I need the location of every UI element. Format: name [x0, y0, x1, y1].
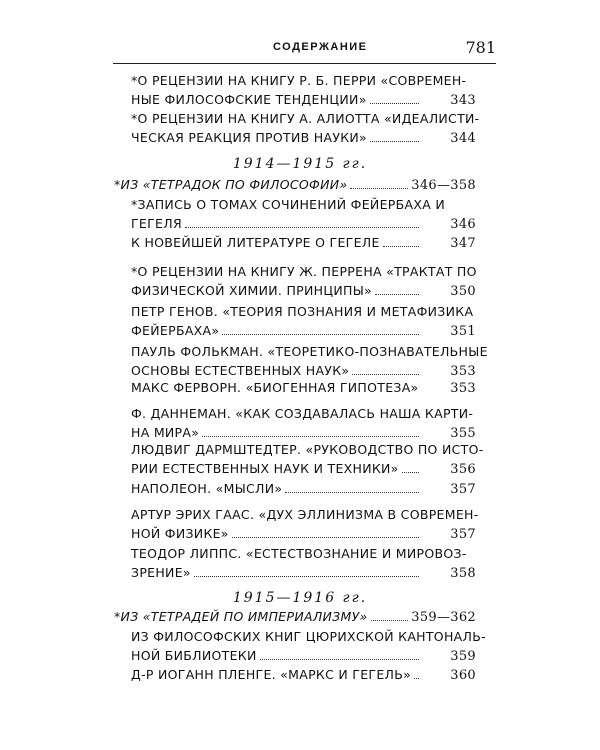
entry-page: 358 — [450, 566, 476, 581]
page-number: 781 — [465, 38, 496, 57]
dot-leader — [352, 373, 419, 375]
entry-line-last — [131, 90, 476, 110]
entry-page: 343 — [450, 93, 476, 108]
entry-page: 360 — [450, 668, 476, 683]
toc-entry — [131, 479, 476, 499]
entry-line: Ф. ДАННЕМАН. «КАК СОЗДАВАЛАСЬ НАША КАРТИ- — [131, 406, 474, 421]
entry-page: 351 — [450, 324, 476, 339]
entry-text: МАКС ФЕРВОРН. «БИОГЕННАЯ ГИПОТЕЗА» — [131, 380, 419, 395]
toc-entry — [131, 71, 476, 110]
toc-entry — [131, 665, 476, 685]
toc-entry — [131, 440, 484, 479]
dot-leader — [375, 293, 419, 295]
dot-leader — [414, 677, 419, 679]
entry-line-last — [131, 459, 476, 479]
toc-entry — [131, 302, 476, 341]
toc-entry — [131, 378, 476, 398]
toc-entry — [131, 342, 488, 381]
entry-page: 355 — [450, 426, 476, 441]
entry-line: *О РЕЦЕНЗИИ НА КНИГУ Р. Б. ПЕРРИ «СОВРЕМЕН- — [131, 73, 467, 88]
toc-entry — [131, 262, 476, 301]
entry-line: ПЕТР ГЕНОВ. «ТЕОРИЯ ПОЗНАНИЯ И МЕТАФИЗИКА — [131, 304, 474, 319]
dot-leader — [402, 471, 419, 473]
entry-page: 357 — [450, 527, 476, 542]
entry-line: ПАУЛЬ ФОЛЬКМАН. «ТЕОРЕТИКО-ПОЗНАВАТЕЛЬНЫЕ — [131, 344, 488, 359]
entry-line-last — [131, 281, 476, 301]
entry-text: ЧЕСКАЯ РЕАКЦИЯ ПРОТИВ НАУКИ» — [131, 130, 368, 145]
entry-line: АРТУР ЭРИХ ГААС. «ДУХ ЭЛЛИНИЗМА В СОВРЕМЕН- — [131, 507, 479, 522]
dot-leader — [194, 575, 419, 577]
toc-entry — [131, 544, 476, 583]
entry-page: 359—362 — [411, 610, 476, 625]
entry-line-last — [131, 378, 476, 398]
entry-page: 347 — [450, 236, 476, 251]
entry-text: РИИ ЕСТЕСТВЕННЫХ НАУК И ТЕХНИКИ» — [131, 461, 399, 476]
entry-page: 357 — [450, 482, 476, 497]
entry-text: *ИЗ «ТЕТРАДЕЙ ПО ИМПЕРИАЛИЗМУ» — [114, 609, 368, 624]
entry-page: 356 — [450, 462, 476, 477]
entry-text: НЫЕ ФИЛОСОФСКИЕ ТЕНДЕНЦИИ» — [131, 92, 367, 107]
header-rule — [113, 63, 496, 64]
toc-entry — [131, 627, 486, 666]
dot-leader — [370, 102, 419, 104]
dot-leader — [285, 491, 419, 493]
dot-leader — [185, 226, 419, 228]
entry-line-last — [131, 646, 476, 666]
dot-leader — [202, 435, 419, 437]
toc-entry — [131, 404, 476, 443]
entry-line-last — [131, 479, 476, 499]
section-heading: 1915—1916 гг. — [232, 590, 368, 606]
entry-line: *О РЕЦЕНЗИИ НА КНИГУ Ж. ПЕРРЕНА «ТРАКТАТ ПО — [131, 264, 477, 279]
dot-leader — [383, 245, 419, 247]
entry-line: ТЕОДОР ЛИППС. «ЕСТЕСТВОЗНАНИЕ И МИРОВОЗ- — [131, 546, 467, 561]
toc-entry — [131, 109, 480, 148]
entry-text: ГЕГЕЛЯ — [131, 216, 182, 231]
toc-main-entry — [114, 175, 476, 195]
entry-text: НАПОЛЕОН. «МЫСЛИ» — [131, 481, 283, 496]
entry-line-last — [131, 214, 476, 234]
dot-leader — [370, 140, 419, 142]
entry-text: НОЙ ФИЗИКЕ» — [131, 526, 229, 541]
section-heading: 1914—1915 гг. — [232, 156, 368, 172]
entry-text: Д-Р ИОГАНН ПЛЕНГЕ. «МАРКС И ГЕГЕЛЬ» — [131, 667, 412, 682]
entry-line-last — [131, 665, 476, 685]
entry-line-last — [114, 607, 476, 627]
entry-text: ОСНОВЫ ЕСТЕСТВЕННЫХ НАУК» — [131, 363, 350, 378]
dot-leader — [371, 619, 409, 621]
entry-text: ЗРЕНИЕ» — [131, 565, 191, 580]
entry-page: 353 — [450, 381, 476, 396]
entry-page: 346 — [450, 217, 476, 232]
entry-line-last — [131, 128, 476, 148]
entry-text: ФЕЙЕРБАХА» — [131, 323, 220, 338]
entry-line-last — [131, 321, 476, 341]
entry-page: 353 — [450, 364, 476, 379]
entry-page: 346—358 — [411, 178, 476, 193]
entry-line-last — [131, 233, 476, 253]
entry-line: ЛЮДВИГ ДАРМШТЕДТЕР. «РУКОВОДСТВО ПО ИСТО- — [131, 442, 484, 457]
entry-page: 350 — [450, 284, 476, 299]
entry-text: К НОВЕЙШЕЙ ЛИТЕРАТУРЕ О ГЕГЕЛЕ — [131, 235, 380, 250]
running-head: СОДЕРЖАНИЕ — [273, 41, 368, 53]
entry-text: ФИЗИЧЕСКОЙ ХИМИИ. ПРИНЦИПЫ» — [131, 283, 372, 298]
entry-line: *ЗАПИСЬ О ТОМАХ СОЧИНЕНИЙ ФЕЙЕРБАХА И — [131, 197, 445, 212]
toc-main-entry — [114, 607, 476, 627]
entry-text: НА МИРА» — [131, 425, 200, 440]
entry-line: ИЗ ФИЛОСОФСКИХ КНИГ ЦЮРИХСКОЙ КАНТОНАЛЬ- — [131, 629, 486, 644]
toc-entry — [131, 233, 476, 253]
dot-leader — [222, 333, 419, 335]
entry-line: *О РЕЦЕНЗИИ НА КНИГУ А. АЛИОТТА «ИДЕАЛИСТИ- — [131, 111, 480, 126]
entry-page: 359 — [450, 649, 476, 664]
dot-leader — [260, 658, 419, 660]
dot-leader — [350, 187, 408, 189]
entry-text: НОЙ БИБЛИОТЕКИ — [131, 648, 257, 663]
page-header — [113, 38, 496, 62]
entry-line-last — [131, 563, 476, 583]
dot-leader — [232, 536, 419, 538]
entry-line-last — [131, 524, 476, 544]
entry-line-last — [114, 175, 476, 195]
entry-page: 344 — [450, 131, 476, 146]
entry-text: *ИЗ «ТЕТРАДОК ПО ФИЛОСОФИИ» — [114, 177, 348, 192]
toc-entry — [131, 195, 476, 234]
toc-entry — [131, 505, 479, 544]
